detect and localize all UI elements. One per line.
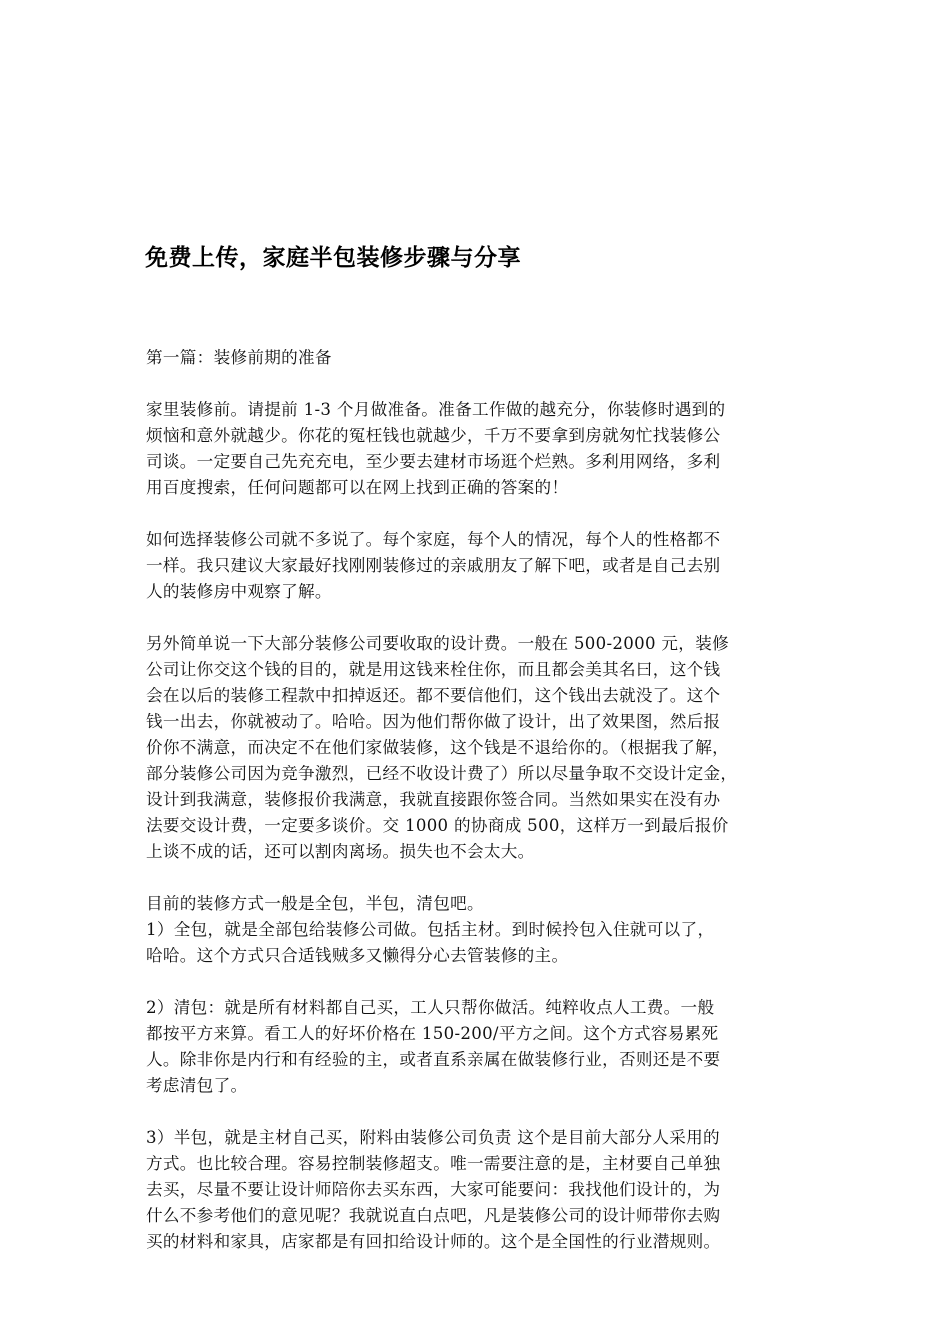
document-body [146, 345, 816, 1255]
text-line: 哈哈。这个方式只合适钱贼多又懒得分心去管装修的主。 [146, 946, 569, 965]
text-line: 家里装修前。请提前 1-3 个月做准备。准备工作做的越充分，你装修时遇到的 [146, 400, 726, 419]
text-line: 一样。我只建议大家最好找刚刚装修过的亲戚朋友了解下吧，或者是自己去别 [146, 556, 721, 575]
text-line: 去买，尽量不要让设计师陪你去买东西，大家可能要问：我找他们设计的，为 [146, 1180, 721, 1199]
text-line: 公司让你交这个钱的目的，就是用这钱来栓住你，而且都会美其名曰，这个钱 [146, 660, 721, 679]
text-line: 法要交设计费，一定要多谈价。交 1000 的协商成 500，这样万一到最后报价 [146, 816, 729, 835]
text-line: 买的材料和家具，店家都是有回扣给设计师的。这个是全国性的行业潜规则。 [146, 1232, 721, 1251]
text-line: 什么不参考他们的意见呢？我就说直白点吧，凡是装修公司的设计师带你去购 [146, 1206, 721, 1225]
text-line: 2）清包：就是所有材料都自己买，工人只帮你做活。纯粹收点人工费。一般 [146, 998, 715, 1017]
paragraph-preparation [146, 397, 816, 501]
text-line: 1）全包，就是全部包给装修公司做。包括主材。到时候拎包入住就可以了， [146, 920, 715, 939]
text-line: 如何选择装修公司就不多说了。每个家庭，每个人的情况，每个人的性格都不 [146, 530, 721, 549]
text-line: 烦恼和意外就越少。你花的冤枉钱也就越少，千万不要拿到房就匆忙找装修公 [146, 426, 721, 445]
document-title: 免费上传，家庭半包装修步骤与分享 [145, 245, 521, 271]
section-heading: 第一篇：装修前期的准备 [146, 348, 332, 367]
paragraph-renovation-methods [146, 891, 816, 969]
text-line: 考虑清包了。 [146, 1076, 248, 1095]
text-line: 目前的装修方式一般是全包，半包，清包吧。 [146, 894, 484, 913]
text-line: 设计到我满意，装修报价我满意，我就直接跟你签合同。当然如果实在没有办 [146, 790, 721, 809]
paragraph-choose-company [146, 527, 816, 605]
text-line: 价你不满意，而决定不在他们家做装修，这个钱是不退给你的。（根据我了解， [146, 738, 729, 757]
paragraph-design-fee [146, 631, 816, 865]
paragraph-labor-only [146, 995, 816, 1099]
text-line: 部分装修公司因为竞争激烈，已经不收设计费了）所以尽量争取不交设计定金， [146, 764, 738, 783]
text-line: 另外简单说一下大部分装修公司要收取的设计费。一般在 500-2000 元，装修 [146, 634, 729, 653]
text-line: 会在以后的装修工程款中扣掉返还。都不要信他们，这个钱出去就没了。这个 [146, 686, 721, 705]
text-line: 用百度搜索，任何问题都可以在网上找到正确的答案的！ [146, 478, 569, 497]
text-line: 都按平方来算。看工人的好坏价格在 150-200/平方之间。这个方式容易累死 [146, 1024, 719, 1043]
text-line: 3）半包，就是主材自己买，附料由装修公司负责 这个是目前大部分人采用的 [146, 1128, 720, 1147]
text-line: 方式。也比较合理。容易控制装修超支。唯一需要注意的是，主材要自己单独 [146, 1154, 721, 1173]
text-line: 人的装修房中观察了解。 [146, 582, 332, 601]
text-line: 钱一出去，你就被动了。哈哈。因为他们帮你做了设计，出了效果图，然后报 [146, 712, 721, 731]
text-line: 司谈。一定要自己先充充电，至少要去建材市场逛个烂熟。多利用网络，多利 [146, 452, 721, 471]
text-line: 上谈不成的话，还可以割肉离场。损失也不会太大。 [146, 842, 535, 861]
text-line: 人。除非你是内行和有经验的主，或者直系亲属在做装修行业，否则还是不要 [146, 1050, 721, 1069]
paragraph-half-package [146, 1125, 816, 1255]
